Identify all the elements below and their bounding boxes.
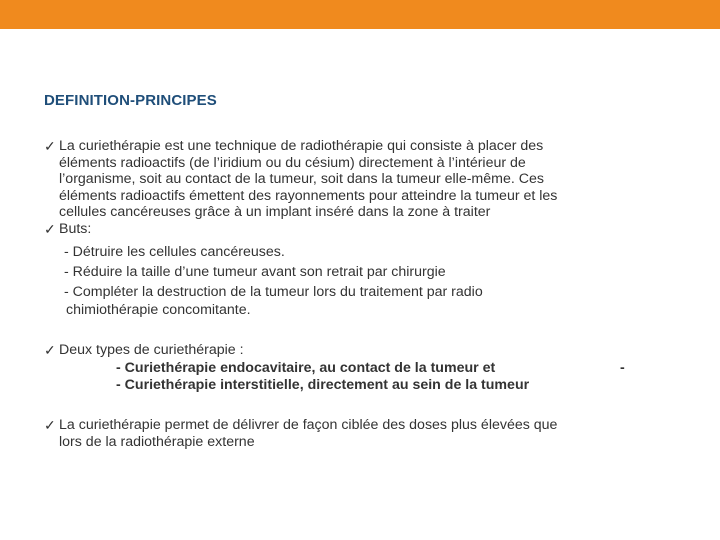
- checkmark-icon: ✓: [44, 138, 56, 154]
- checkmark-icon: ✓: [44, 221, 56, 237]
- definition-paragraph: [44, 138, 684, 221]
- paragraph-line: l’organisme, soit au contact de la tumeur, soit dans la tumeur elle-même. Ces: [59, 171, 544, 187]
- page-title: DEFINITION-PRINCIPES: [44, 92, 217, 109]
- goals-label: Buts:: [59, 221, 92, 237]
- paragraph-line: cellules cancéreuses grâce à un implant inséré dans la zone à traiter: [59, 204, 491, 220]
- goal-item: chimiothérapie concomitante.: [66, 302, 251, 318]
- paragraph-line: éléments radioactifs (de l’iridium ou du césium) directement à l’intérieur de: [59, 154, 526, 171]
- dose-paragraph: [44, 417, 684, 450]
- top-accent-bar: [0, 0, 720, 29]
- types-label: Deux types de curiethérapie :: [59, 342, 244, 358]
- paragraph-line: La curiethérapie est une technique de radiothérapie qui consiste à placer des: [59, 138, 544, 154]
- types-section: [44, 342, 244, 359]
- goals-section: [44, 221, 91, 238]
- checkmark-icon: ✓: [44, 417, 56, 433]
- checkmark-icon: ✓: [44, 342, 56, 358]
- paragraph-line: lors de la radiothérapie externe: [59, 433, 255, 450]
- type-item-interstitielle: - Curiethérapie interstitielle, directement au sein de la tumeur: [116, 377, 530, 393]
- goal-item: - Compléter la destruction de la tumeur lors du traitement par radio: [64, 284, 483, 300]
- paragraph-line: éléments radioactifs émettent des rayonnements pour atteindre la tumeur et les: [59, 187, 558, 204]
- paragraph-line: La curiethérapie permet de délivrer de façon ciblée des doses plus élevées que: [59, 417, 558, 433]
- type-item-endocavitaire: - Curiethérapie endocavitaire, au contact de la tumeur et: [116, 360, 496, 376]
- type-item-dash: -: [620, 360, 625, 376]
- goal-item: - Détruire les cellules cancéreuses.: [64, 244, 285, 260]
- goal-item: - Réduire la taille d’une tumeur avant son retrait par chirurgie: [64, 264, 446, 280]
